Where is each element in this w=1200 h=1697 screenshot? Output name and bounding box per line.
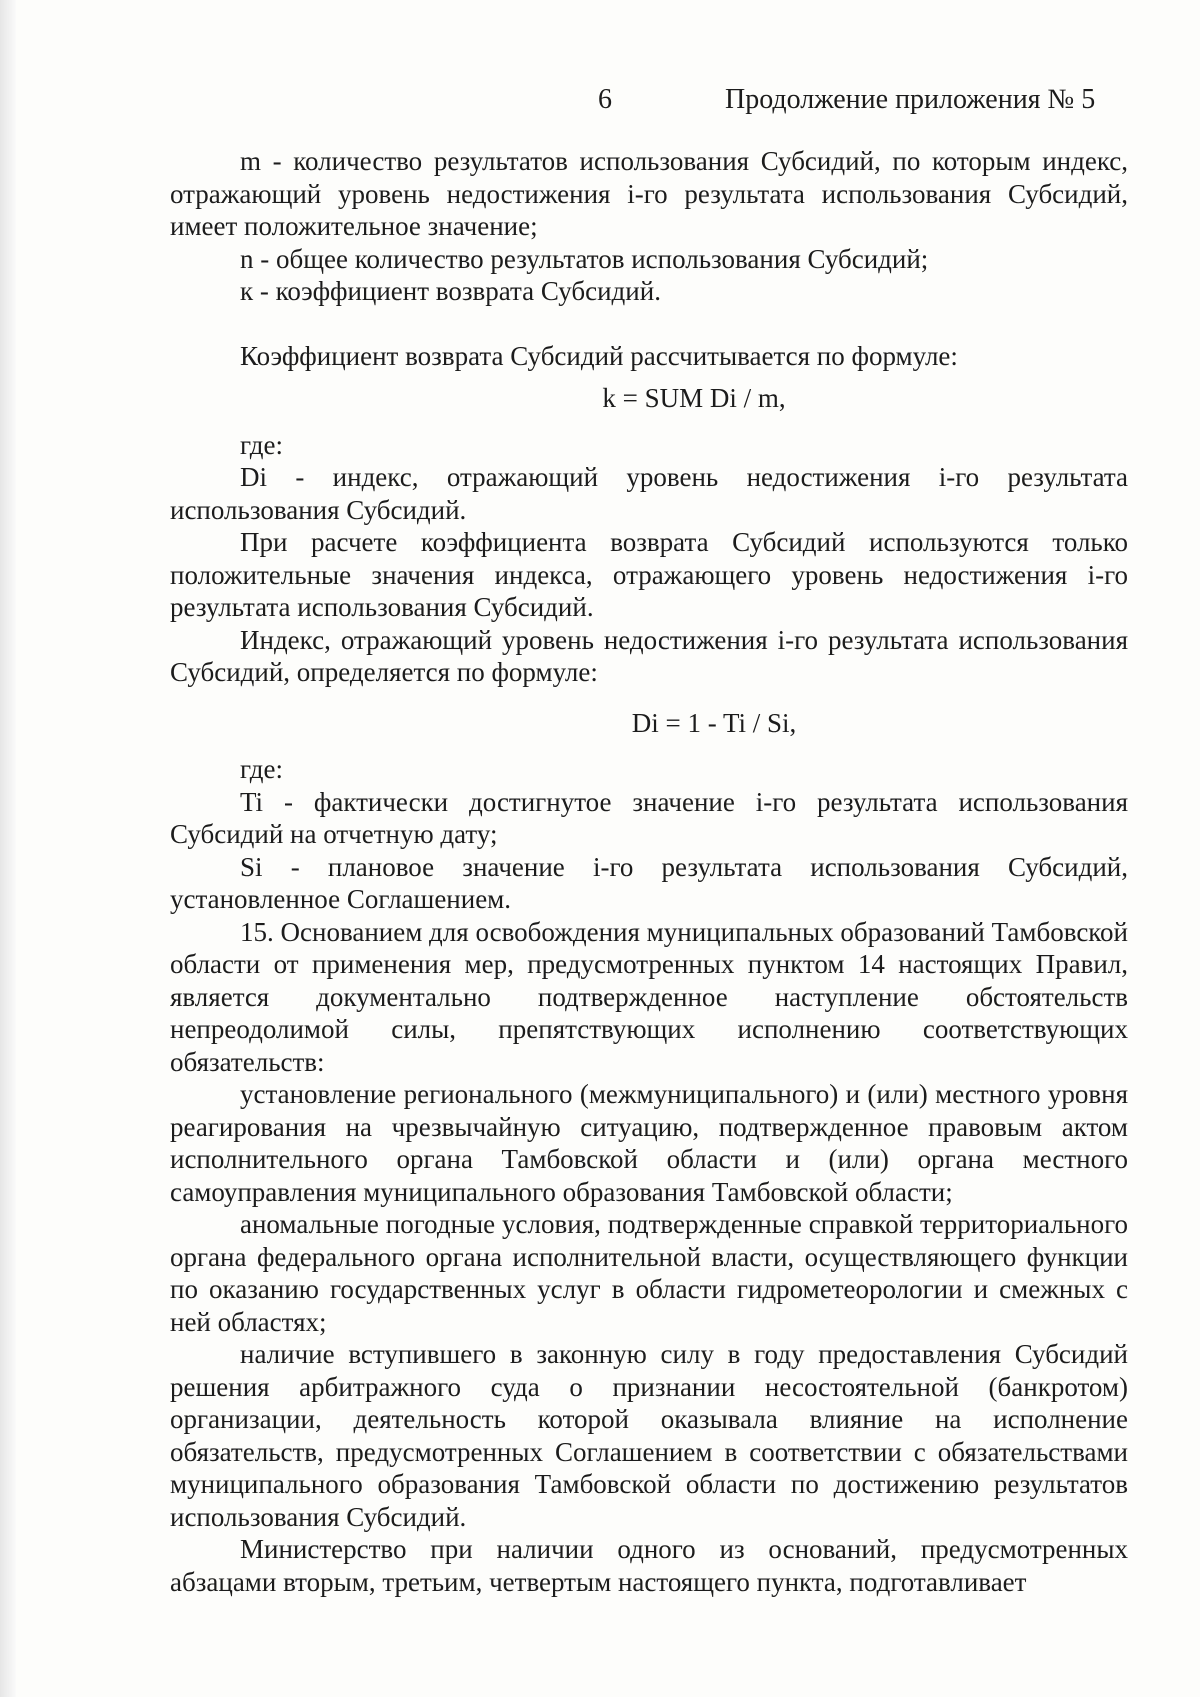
paragraph-k-formula-intro: Коэффициент возврата Субсидий рассчитывается по формуле: <box>240 340 958 371</box>
paragraph-ministry-action: Министерство при наличии одного из оснований, предусмотренных абзацами вторым, третьим, четвертым настоящего пункта, подготавливает <box>170 1534 1128 1597</box>
paragraph-k-definition: к - коэффициент возврата Субсидий. <box>240 276 661 306</box>
paragraph-weather-conditions: аномальные погодные условия, подтвержденные справкой территориального органа федерального органа исполнительной власти, осуществляющего функции по оказанию государственных услуг в области гидрометеорологии и смежных с ней областях; <box>170 1209 1128 1337</box>
paragraph-ti-definition: Ti - фактически достигнутое значение i-го результата использования Субсидий на отчетную дату; <box>170 786 1128 849</box>
formula-di: Di = 1 - Ti / Si, <box>631 707 797 738</box>
paragraph-di-formula-intro: Индекс, отражающий уровень недостижения i-го результата использования Субсидий, определяется по формуле: <box>170 624 1128 687</box>
paragraph-positive-values: При расчете коэффициента возврата Субсидий используются только положительные значения индекса, отражающего уровень недостижения i-го результата использования Субсидий. <box>170 527 1128 622</box>
paragraph-bankruptcy-decision: наличие вступившего в законную силу в году предоставления Субсидий решения арбитражного суда о признании несостоятельной (банкротом) организации, деятельность которой оказывала влияние на исполнение обязательств, предусмотренных Соглашением в соответствии с обязательствами муниципального образования Тамбовской области по достижению результатов использования Субсидий. <box>170 1339 1128 1532</box>
paragraph-si-definition: Si - плановое значение i-го результата использования Субсидий, установленное Соглашением. <box>170 851 1128 914</box>
page-number: 6 <box>598 84 612 115</box>
paragraph-m-definition: m - количество результатов использования Субсидий, по которым индекс, отражающий уровень недостижения i-го результата использования Субсидий, имеет положительное значение; <box>170 146 1128 241</box>
document-body <box>170 145 1128 1598</box>
scan-edge <box>0 0 16 1697</box>
paragraph-emergency-response: установление регионального (межмуниципального) и (или) местного уровня реагирования на чрезвычайную ситуацию, подтвержденное правовым актом исполнительного органа Тамбовской области и (или) органа местного самоуправления муниципального образования Тамбовской области; <box>170 1079 1128 1207</box>
where-label-2: где: <box>240 754 283 784</box>
paragraph-n-definition: n - общее количество результатов использования Субсидий; <box>240 243 929 274</box>
page-heading: Продолжение приложения № 5 <box>725 84 1096 115</box>
paragraph-di-definition: Di - индекс, отражающий уровень недостижения i-го результата использования Субсидий. <box>170 462 1128 525</box>
formula-k: k = SUM Di / m, <box>602 383 786 413</box>
where-label-1: где: <box>240 429 283 460</box>
paragraph-15-grounds: 15. Основанием для освобождения муниципальных образований Тамбовской области от применения мер, предусмотренных пунктом 14 настоящих Правил, является документально подтвержденное наступление обстоятельств непреодолимой силы, препятствующих исполнению соответствующих обязательств: <box>170 916 1128 1077</box>
